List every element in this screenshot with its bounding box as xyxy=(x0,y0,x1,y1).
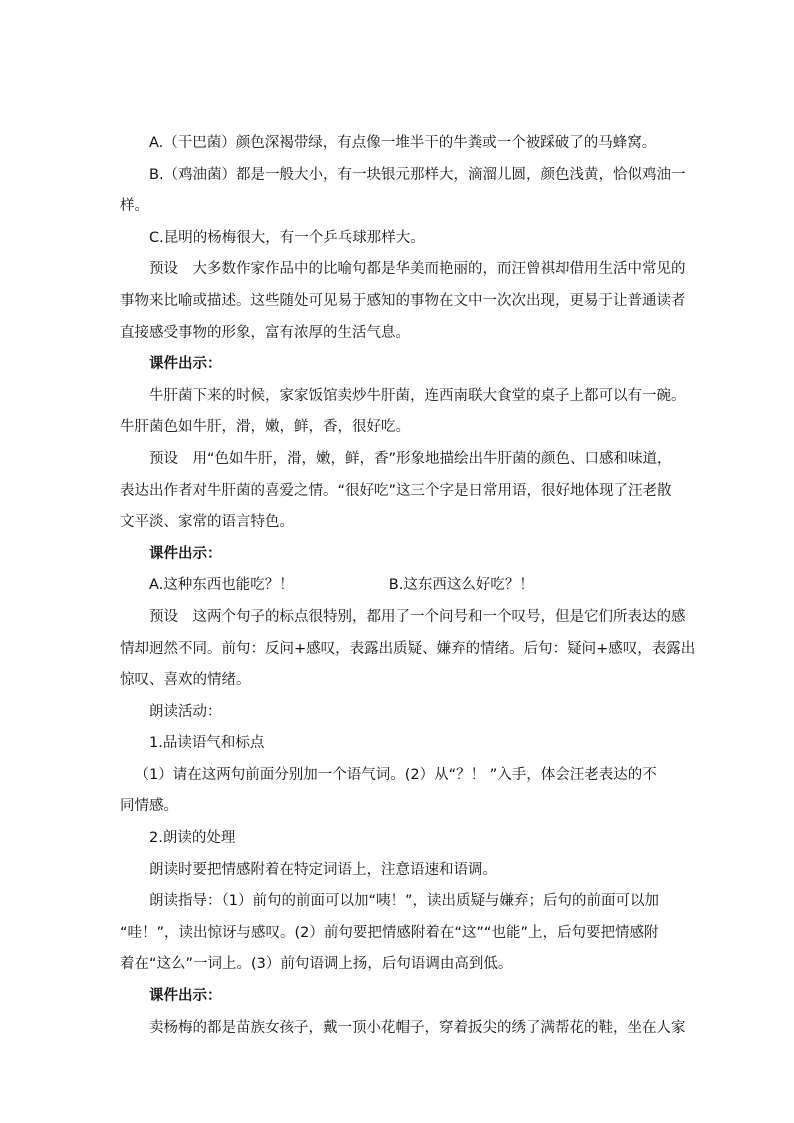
example-c: C.昆明的杨梅很大，有一个乒乓球那样大。 xyxy=(149,229,425,246)
example-a: A.（干巴菌）颜色深褐带绿，有点像一堆半干的牛粪或一个被踩破了的马蜂窝。 xyxy=(149,135,657,151)
preset-3-line3: 惊叹、喜欢的情绪。 xyxy=(120,672,251,689)
reading-guide-line1: 朗读指导：（1）前句的前面可以加“咦！”，读出质疑与嫌弃；后句的前面可以加 xyxy=(149,893,659,910)
courseware-heading-3: 课件出示： xyxy=(149,988,222,1005)
preset-3-line2: 情却迥然不同。前句：反问+感叹，表露出质疑、嫌弃的情绪。后句：疑问+感叹，表露出 xyxy=(120,640,696,657)
reading-activity-heading: 朗读活动： xyxy=(149,703,222,720)
example-b-line2: 样。 xyxy=(120,198,149,215)
yangmei-quote-line1: 卖杨梅的都是苗族女孩子，戴一顶小花帽子，穿着扳尖的绣了满帮花的鞋，坐在人家 xyxy=(149,1019,686,1036)
niugan-quote-line1: 牛肝菌下来的时候，家家饭馆卖炒牛肝菌，连西南联大食堂的桌子上都可以有一碗。 xyxy=(149,387,686,404)
tone-punctuation-heading: 1.品读语气和标点 xyxy=(149,735,265,752)
preset-2-line2: 表达出作者对牛肝菌的喜爱之情。“很好吃”这三个字是日常用语，很好地体现了汪老散 xyxy=(120,482,672,499)
preset-3-line1: 预设 这两个句子的标点很特别，都用了一个问号和一个叹号，但是它们所表达的感 xyxy=(149,608,686,625)
sentence-b: B.这东西这么好吃？！ xyxy=(388,577,534,594)
tone-punctuation-line1: （1）请在这两句前面分别加一个语气词。(2）从“？！ ”入手，体会汪老表达的不 xyxy=(134,766,657,783)
tone-punctuation-line2: 同情感。 xyxy=(120,798,178,815)
reading-guide-line2: “哇！”，读出惊讶与感叹。(2）前句要把情感附着在“这”“也能”上，后句要把情感附 xyxy=(120,924,659,941)
document-body xyxy=(120,128,740,1044)
niugan-quote-line2: 牛肝菌色如牛肝，滑，嫩，鲜，香，很好吃。 xyxy=(120,419,410,436)
reading-handling-line1: 朗读时要把情感附着在特定词语上，注意语速和语调。 xyxy=(149,861,497,878)
reading-guide-line3: 着在“这么”一词上。(3）前句语调上扬，后句语调由高到低。 xyxy=(120,956,513,973)
preset-1-line1: 预设 大多数作家作品中的比喻句都是华美而艳丽的，而汪曾祺却借用生活中常见的 xyxy=(149,261,686,278)
sentence-a: A.这种东西也能吃？！ xyxy=(149,577,294,594)
preset-1-line2: 事物来比喻或描述。这些随处可见易于感知的事物在文中一次次出现，更易于让普通读者 xyxy=(120,292,686,309)
preset-2-line1: 预设 用“色如牛肝，滑，嫩，鲜，香”形象地描绘出牛肝菌的颜色、口感和味道， xyxy=(149,450,672,467)
preset-1-line3: 直接感受事物的形象，富有浓厚的生活气息。 xyxy=(120,324,410,341)
reading-handling-heading: 2.朗读的处理 xyxy=(149,830,236,847)
sentence-pair xyxy=(120,570,740,602)
preset-2-line3: 文平淡、家常的语言特色。 xyxy=(120,514,294,531)
courseware-heading-2: 课件出示： xyxy=(149,545,222,562)
courseware-heading-1: 课件出示： xyxy=(149,356,222,373)
example-b-line1: B.（鸡油菌）都是一般大小，有一块银元那样大，滴溜儿圆，颜色浅黄，恰似鸡油一 xyxy=(149,166,686,183)
